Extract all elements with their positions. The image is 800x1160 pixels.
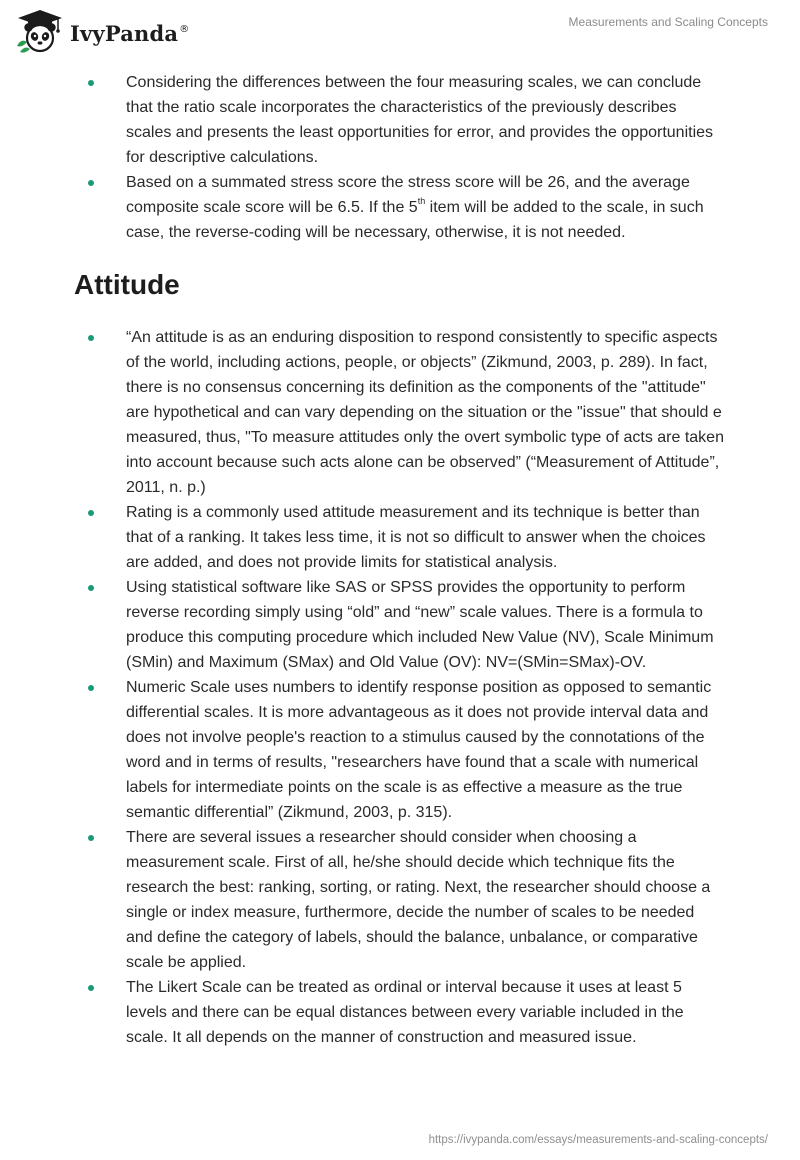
list-item-text: Rating is a commonly used attitude measurement and its technique is better than that of a ranking. It takes less time, it is not so difficult to answer when the choices are added, and does not provide limits for statistical analysis. bbox=[126, 504, 706, 571]
ivypanda-logo[interactable] bbox=[14, 8, 189, 54]
list-item bbox=[0, 825, 800, 975]
bullet-dot-icon bbox=[88, 685, 94, 691]
list-item-text: Numeric Scale uses numbers to identify response position as opposed to semantic differential scales. It is more advantageous as it does not provide interval data and does not involve people's reaction to a stimulus caused by the connotations of the word and in terms of results, "researchers have found that a scale with numerical labels for intermediate points on the scale is as effective a measure as the true semantic differential” (Zikmund, 2003, p. 315). bbox=[126, 679, 712, 821]
essay-content bbox=[0, 70, 800, 1050]
bullet-dot-icon bbox=[88, 835, 94, 841]
list-item-text: There are several issues a researcher should consider when choosing a measurement scale. First of all, he/she should decide which technique fits the research the best: ranking, sorting, or rating. Next, the researcher should choose a single or index measure, furthermore, decide the number of scales to be needed and define the category of labels, should the balance, unbalance, or comparative scale be applied. bbox=[126, 829, 711, 971]
list-item bbox=[0, 70, 800, 170]
list-item-text: Using statistical software like SAS or SPSS provides the opportunity to perform reverse recording simply using “old” and “new” scale values. There is a formula to produce this computing procedure which included New Value (NV), Scale Minimum (SMin) and Maximum (SMax) and Old Value (OV): NV=(SMin=SMax)-OV. bbox=[126, 579, 714, 671]
bullet-dot-icon bbox=[88, 510, 94, 516]
page-header bbox=[0, 0, 800, 60]
list-item bbox=[0, 500, 800, 575]
list-item-text: “An attitude is as an enduring disposition to respond consistently to specific aspects of the world, including actions, people, or objects” (Zikmund, 2003, p. 289). In fact, there is no consensus concerning its definition as the components of the "attitude" are hypothetical and can vary depending on the situation or the "issue" that should e measured, thus, "To measure attitudes only the overt symbolic type of acts are taken into account because such acts alone can be observed” (“Measurement of Attitude”, 2011, n. p.) bbox=[126, 329, 724, 496]
logo-text: IvyPanda® bbox=[70, 20, 190, 46]
list-item bbox=[0, 325, 800, 500]
list-item-text: Considering the differences between the four measuring scales, we can conclude that the ratio scale incorporates the characteristics of the previously describes scales and presents the least opportunities for error, and provides the opportunities for descriptive calculations. bbox=[126, 74, 714, 166]
bullet-list-attitude bbox=[0, 325, 800, 1050]
bullet-dot-icon bbox=[88, 80, 94, 86]
list-item-text: The Likert Scale can be treated as ordinal or interval because it uses at least 5 levels and there can be equal distances between every variable included in the scale. It all depends on the manner of construction and measured issue. bbox=[126, 979, 684, 1046]
bullet-list-section1 bbox=[0, 70, 800, 245]
list-item-text-part2: item will be added to the scale, in such case, the reverse-coding will be necessary, otherwise, it is not needed. bbox=[126, 199, 704, 241]
superscript-th: th bbox=[417, 195, 426, 206]
section-heading-attitude: Attitude bbox=[74, 269, 180, 300]
panda-graduate-icon bbox=[14, 8, 66, 54]
list-item bbox=[0, 975, 800, 1050]
list-item bbox=[0, 575, 800, 675]
footer-source-link[interactable]: https://ivypanda.com/essays/measurements-and-scaling-concepts/ bbox=[428, 1134, 768, 1146]
bullet-dot-icon bbox=[88, 585, 94, 591]
bullet-dot-icon bbox=[88, 985, 94, 991]
list-item bbox=[0, 675, 800, 825]
list-item bbox=[0, 170, 800, 245]
bullet-dot-icon bbox=[88, 335, 94, 341]
registered-mark: ® bbox=[179, 23, 190, 35]
bullet-dot-icon bbox=[88, 180, 94, 186]
list-item-text-part1: Based on a summated stress score the stress score will be 26, and the average composite scale score will be 6.5. If the 5 bbox=[126, 174, 690, 216]
document-title: Measurements and Scaling Concepts bbox=[568, 15, 768, 29]
